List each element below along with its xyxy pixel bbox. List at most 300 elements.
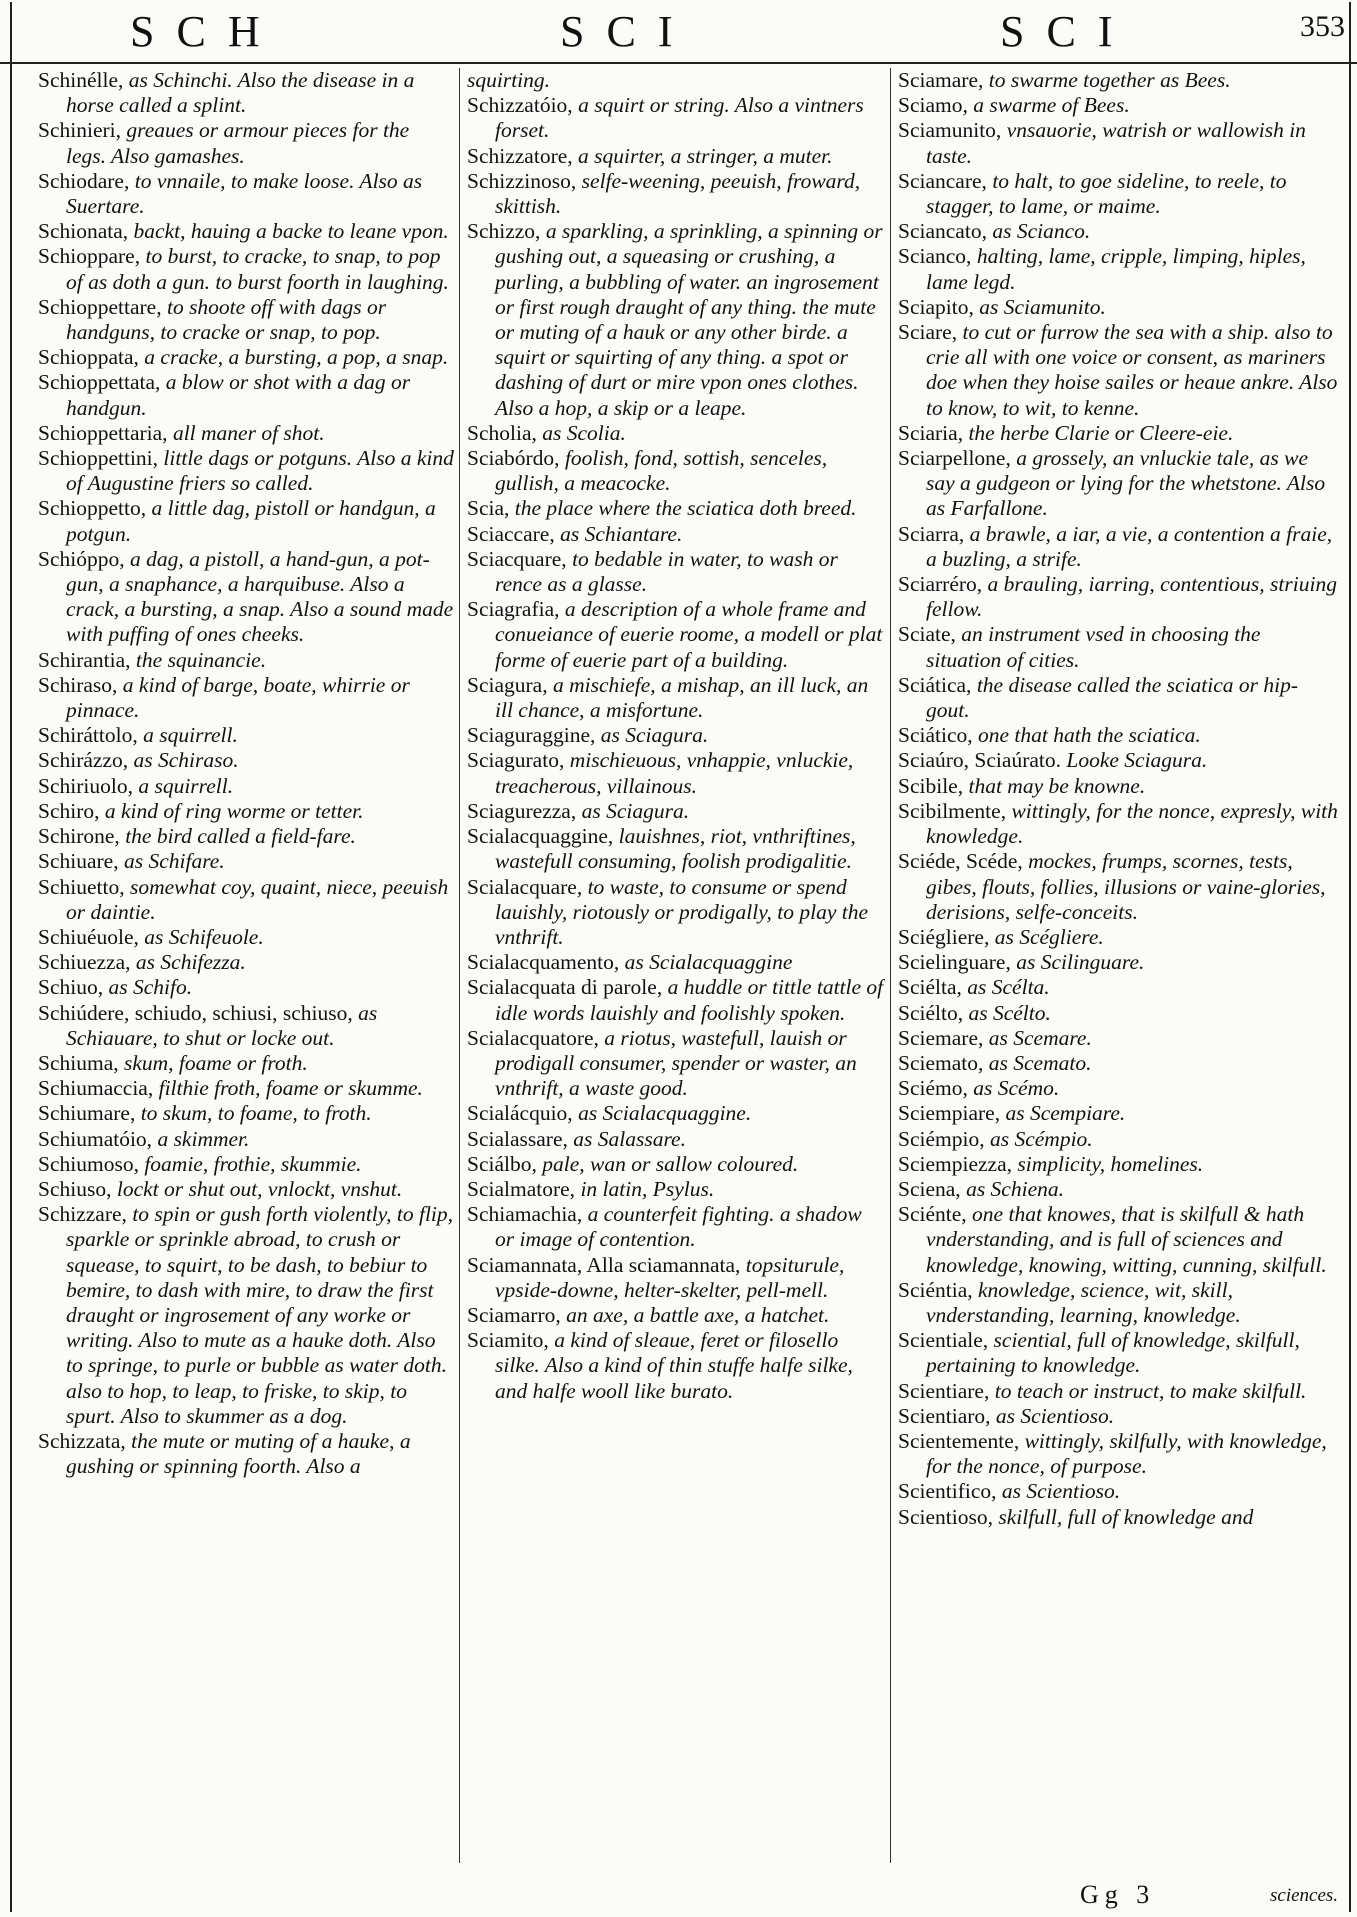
dictionary-entry <box>898 219 1338 244</box>
entry-headword: Sciálbo, <box>467 1151 537 1176</box>
entry-definition: lauishnes, riot, vnthriftines, wastefull consuming, foolish prodigalitie. <box>495 824 856 874</box>
entry-headword: Schióppo, <box>38 546 125 571</box>
dictionary-entry <box>38 799 454 824</box>
entry-headword: Sciagrafia, <box>467 597 560 622</box>
entry-definition: a huddle or tittle tattle of idle words lauishly and foolishly spoken. <box>495 975 884 1025</box>
entry-headword: Schioppata, <box>38 345 139 370</box>
entry-definition: a cracke, a bursting, a pop, a snap. <box>144 345 449 370</box>
entry-definition: to bedable in water, to wash or rence as a glasse. <box>495 546 838 597</box>
entry-definition: somewhat coy, quaint, niece, peeuish or daintie. <box>66 874 449 924</box>
dictionary-entry <box>38 824 454 849</box>
entry-definition: mockes, frumps, scornes, tests, gibes, flouts, follies, illusions or vaine-glories, derisions, selfe-conceits. <box>926 849 1326 924</box>
entry-definition: a little dag, pistoll or handgun, a potgun. <box>66 496 436 546</box>
entry-headword: Sciélto, <box>898 1000 964 1025</box>
dictionary-entry <box>467 673 885 723</box>
entry-definition: sciential, full of knowledge, skilfull, pertaining to knowledge. <box>926 1328 1300 1378</box>
entry-definition: a mischiefe, a mishap, an ill luck, an ill chance, a misfortune. <box>495 672 869 723</box>
entry-headword: Sciagura, <box>467 672 548 697</box>
dictionary-entry <box>898 1101 1338 1126</box>
dictionary-entry <box>467 68 885 93</box>
dictionary-entry <box>898 975 1338 1000</box>
dictionary-entry <box>898 320 1338 421</box>
entry-definition: as Scémpio. <box>989 1126 1093 1151</box>
entry-headword: Sciemato, <box>898 1050 984 1075</box>
entry-headword: Sciéntia, <box>898 1277 973 1302</box>
entry-definition: filthie froth, foame or skumme. <box>158 1076 423 1101</box>
header-middle-word: SCI <box>560 7 695 56</box>
dictionary-entry <box>467 799 885 824</box>
dictionary-entry <box>38 1076 454 1101</box>
entry-headword: Schiúdere, schiudo, schiusi, schiuso, <box>38 1000 353 1025</box>
dictionary-entry <box>38 446 454 496</box>
entry-headword: Schiodare, <box>38 168 130 193</box>
entry-definition: as Scemare. <box>988 1025 1092 1050</box>
entry-definition: to teach or instruct, to make skilfull. <box>994 1378 1307 1403</box>
column-3 <box>898 68 1338 1868</box>
dictionary-entry <box>38 496 454 546</box>
entry-headword: Schionata, <box>38 219 129 244</box>
dictionary-entry <box>38 1051 454 1076</box>
entry-definition: skilfull, full of knowledge and <box>998 1504 1254 1529</box>
entry-definition: a kind of sleaue, feret or filosello silke. Also a kind of thin stuffe halfe silke, and halfe wooll like burato. <box>495 1328 853 1403</box>
dictionary-entry <box>898 622 1338 672</box>
entry-definition: greaues or armour pieces for the legs. Also gamashes. <box>66 118 410 168</box>
entry-definition: that may be knowne. <box>968 773 1146 798</box>
dictionary-entry <box>38 1152 454 1177</box>
entry-definition: as Salassare. <box>573 1126 686 1151</box>
dictionary-entry <box>38 421 454 446</box>
entry-headword: Sciemare, <box>898 1025 984 1050</box>
entry-headword: Schiumaccia, <box>38 1076 154 1101</box>
entry-headword: Schioppettini, <box>38 446 159 471</box>
entry-definition: a squirrell. <box>138 773 234 798</box>
entry-headword: Sciate, <box>898 622 956 647</box>
entry-definition: as Scélta. <box>967 975 1050 1000</box>
entry-definition: a brawle, a iar, a vie, a contention a fraie, a buzling, a strife. <box>926 521 1333 571</box>
entry-definition: as Schiantare. <box>560 521 683 546</box>
dictionary-entry <box>467 748 885 798</box>
entry-headword: Schiuetto, <box>38 874 125 899</box>
entry-headword: Schioppettare, <box>38 294 162 319</box>
entry-definition: a riotus, wastefull, lauish or prodigall consumer, spender or waster, an vnthrift, a waste good. <box>495 1025 857 1101</box>
entry-headword: Scialacquata di parole, <box>467 975 663 1000</box>
entry-definition: as Scolia. <box>542 420 626 445</box>
entry-definition: to shoote off with dags or handguns, to cracke or snap, to pop. <box>66 294 387 345</box>
entry-definition: as Schifezza. <box>135 950 246 975</box>
entry-definition: as Schifeuole. <box>144 924 264 949</box>
entry-headword: Sciarra, <box>898 521 965 546</box>
entry-headword: Schiraso, <box>38 672 118 697</box>
entry-definition: knowledge, science, wit, skill, vnderstanding, learning, knowledge. <box>926 1277 1241 1327</box>
entry-headword: Schioppettaria, <box>38 420 168 445</box>
entry-definition: as Schifo. <box>108 975 193 1000</box>
dictionary-entry <box>898 1505 1338 1530</box>
dictionary-entry <box>38 925 454 950</box>
entry-definition: foolish, fond, sottish, senceles, gullish, a meacocke. <box>495 446 828 496</box>
dictionary-entry <box>38 673 454 723</box>
dictionary-entry <box>898 421 1338 446</box>
dictionary-entry <box>898 673 1338 723</box>
entry-headword: Schirantia, <box>38 647 131 672</box>
header-left-word: SCH <box>130 7 282 56</box>
entry-headword: Sciamito, <box>467 1328 549 1353</box>
dictionary-entry <box>467 1026 885 1102</box>
dictionary-entry <box>467 1303 885 1328</box>
entry-headword: Sciaguraggine, <box>467 723 596 748</box>
entry-definition: one that hath the sciatica. <box>978 723 1201 748</box>
entry-headword: Sciaccare, <box>467 521 555 546</box>
entry-headword: Schiuezza, <box>38 950 131 975</box>
entry-headword: Sciénte, <box>898 1202 967 1227</box>
dictionary-entry <box>898 1404 1338 1429</box>
dictionary-entry <box>898 169 1338 219</box>
dictionary-entry <box>467 1328 885 1404</box>
entry-headword: Sciagurato, <box>467 748 565 773</box>
entry-headword: Schirone, <box>38 824 120 849</box>
dictionary-entry <box>38 875 454 925</box>
dictionary-entry <box>898 1001 1338 1026</box>
entry-headword: Schiriuolo, <box>38 773 133 798</box>
entry-headword: Scientemente, <box>898 1428 1020 1453</box>
entry-headword: Schioppare, <box>38 244 141 269</box>
entry-headword: Scientiale, <box>898 1328 989 1353</box>
entry-definition: as Scientioso. <box>995 1403 1115 1428</box>
dictionary-entry <box>467 169 885 219</box>
dictionary-entry <box>38 748 454 773</box>
dictionary-entry <box>38 345 454 370</box>
dictionary-entry <box>38 169 454 219</box>
dictionary-entry <box>38 1101 454 1126</box>
dictionary-entry <box>898 748 1338 773</box>
entry-definition: as Scémo. <box>973 1076 1060 1101</box>
entry-headword: Scialmatore, <box>467 1176 576 1201</box>
entry-headword: Schiumare, <box>38 1101 136 1126</box>
dictionary-entry <box>467 1101 885 1126</box>
dictionary-entry <box>898 1152 1338 1177</box>
entry-headword: Schizzinoso, <box>467 168 577 193</box>
entry-definition: squirting. <box>467 68 551 92</box>
entry-headword: Schiumatóio, <box>38 1126 153 1151</box>
dictionary-entry <box>467 522 885 547</box>
dictionary-entry <box>38 1177 454 1202</box>
dictionary-entry <box>467 1127 885 1152</box>
entry-definition: a counterfeit fighting. a shadow or image of contention. <box>495 1202 862 1252</box>
entry-headword: Scialácquio, <box>467 1101 573 1126</box>
entry-headword: Sciagurezza, <box>467 798 577 823</box>
dictionary-entry <box>898 572 1338 622</box>
entry-headword: Sciapito, <box>898 294 974 319</box>
entry-definition: lockt or shut out, vnlockt, vnshut. <box>116 1176 403 1201</box>
entry-definition: a squirrell. <box>143 723 238 748</box>
dictionary-entry <box>38 975 454 1000</box>
column-2 <box>467 68 885 1868</box>
dictionary-entry <box>898 774 1338 799</box>
dictionary-entry <box>38 118 454 168</box>
entry-headword: Sciélta, <box>898 975 962 1000</box>
entry-headword: Schizzo, <box>467 219 541 244</box>
entry-headword: Schizzata, <box>38 1428 126 1453</box>
entry-definition: as Schiauare, to shut or locke out. <box>66 1000 378 1050</box>
entry-definition: simplicity, homelines. <box>1017 1151 1204 1176</box>
dictionary-entry <box>467 723 885 748</box>
entry-definition: backt, hauing a backe to leane vpon. <box>133 219 449 244</box>
entry-headword: Sciamare, <box>898 68 984 92</box>
dictionary-entry <box>38 1429 454 1479</box>
entry-headword: Schiuso, <box>38 1176 112 1201</box>
entry-headword: Sciático, <box>898 723 973 748</box>
entry-definition: skum, foame or froth. <box>124 1050 308 1075</box>
column-rule <box>459 68 460 1863</box>
entry-headword: Scianco, <box>898 244 972 269</box>
entry-headword: Schiuéuole, <box>38 924 139 949</box>
entry-headword: Sciabórdo, <box>467 446 560 471</box>
entry-headword: Schizzatore, <box>467 143 573 168</box>
entry-headword: Schiro, <box>38 798 100 823</box>
catchword: sciences. <box>1270 1885 1339 1906</box>
entry-headword: Sciamannata, Alla sciamannata, <box>467 1252 741 1277</box>
entry-headword: Scientiaro, <box>898 1403 991 1428</box>
entry-definition: a kind of ring worme or tetter. <box>104 798 364 823</box>
signature-mark: Gg 3 <box>1080 1880 1156 1909</box>
entry-definition: as Schifare. <box>123 849 225 874</box>
entry-definition: a kind of barge, boate, whirrie or pinnace. <box>66 672 410 723</box>
entry-definition: the bird called a field-fare. <box>125 824 356 849</box>
entry-definition: a blow or shot with a dag or handgun. <box>66 370 411 420</box>
entry-headword: Scibile, <box>898 773 964 798</box>
dictionary-entry <box>898 1127 1338 1152</box>
entry-headword: Schinieri, <box>38 118 121 143</box>
dictionary-entry <box>898 1429 1338 1479</box>
entry-definition: wittingly, for the nonce, expresly, with knowledge. <box>926 798 1338 849</box>
entry-definition: Looke Sciagura. <box>1066 748 1208 773</box>
entry-headword: Sciaria, <box>898 420 964 445</box>
entry-headword: Sciarpellone, <box>898 446 1011 471</box>
entry-headword: Sciática, <box>898 672 972 697</box>
dictionary-entry <box>467 1177 885 1202</box>
entry-definition: as Scélto. <box>968 1000 1051 1025</box>
entry-headword: Schiuare, <box>38 849 119 874</box>
column-1 <box>38 68 454 1868</box>
entry-headword: Scialacquamento, <box>467 950 620 975</box>
header-right-word: SCI <box>1000 7 1135 56</box>
dictionary-entry <box>898 1328 1338 1378</box>
entry-definition: topsiturule, vpside-downe, helter-skelter, pell-mell. <box>495 1252 845 1302</box>
entry-headword: Schinélle, <box>38 68 124 92</box>
entry-definition: an instrument vsed in choosing the situation of cities. <box>926 622 1261 672</box>
dictionary-entry <box>898 1026 1338 1051</box>
entry-definition: as Sciagura. <box>600 723 709 748</box>
entry-definition: wittingly, skilfully, with knowledge, for the nonce, of purpose. <box>926 1428 1327 1479</box>
dictionary-entry <box>38 1001 454 1051</box>
entry-definition: a description of a whole frame and conueiance of euerie roome, a modell or plat forme of euerie part of a building. <box>495 597 883 672</box>
entry-definition: the place where the sciatica doth breed. <box>514 496 857 521</box>
dictionary-entry <box>898 93 1338 118</box>
dictionary-entry <box>898 244 1338 294</box>
entry-headword: Sciempiezza, <box>898 1151 1013 1176</box>
entry-definition: a grossely, an vnluckie tale, as we say a gudgeon or lying for the whetstone. Also as Farfallone. <box>926 446 1326 521</box>
entry-definition: to skum, to foame, to froth. <box>140 1101 372 1126</box>
entry-definition: one that knowes, that is skilfull & hath vnderstanding, and is full of sciences and knowledge, knowing, witting, cunning, skilfull. <box>926 1202 1327 1277</box>
entry-definition: to spin or gush forth violently, to flip, sparkle or sprinkle abroad, to crush or squease, to squirt, to be dash, to bebiur to bemire, to dash with mire, to draw the first draught or ingrosement of any worke or writing. Also to mute as a hauke doth. Also to springe, to purle or bubble as water doth. also to hop, to leap, to friske, to skip, to spurt. Also to skummer as a dog. <box>66 1202 454 1428</box>
dictionary-entry <box>467 1202 885 1252</box>
entry-definition: a swarme of Bees. <box>973 93 1130 118</box>
entry-definition: mischieuous, vnhappie, vnluckie, treacherous, villainous. <box>495 748 854 798</box>
entry-headword: Scientifico, <box>898 1479 997 1504</box>
page-border-left <box>10 2 12 1912</box>
entry-headword: Sciamunito, <box>898 118 1002 143</box>
entry-definition: as Scemato. <box>988 1050 1092 1075</box>
entry-headword: Schiuma, <box>38 1050 119 1075</box>
entry-definition: as Scempiare. <box>1005 1101 1126 1126</box>
dictionary-entry <box>38 295 454 345</box>
dictionary-entry <box>467 93 885 143</box>
entry-definition: to burst, to cracke, to snap, to pop of as doth a gun. to burst foorth in laughing. <box>66 244 449 294</box>
entry-definition: as Schiraso. <box>133 748 239 773</box>
entry-definition: vnsauorie, watrish or wallowish in taste. <box>926 118 1306 168</box>
dictionary-entry <box>898 925 1338 950</box>
entry-headword: Scientioso, <box>898 1504 993 1529</box>
entry-headword: Sciéde, Scéde, <box>898 849 1023 874</box>
entry-headword: Schiamachia, <box>467 1202 583 1227</box>
dictionary-entry <box>898 295 1338 320</box>
dictionary-entry <box>898 1479 1338 1504</box>
entry-definition: a brauling, iarring, contentious, striuing fellow. <box>926 572 1337 622</box>
entry-definition: a dag, a pistoll, a hand-gun, a pot-gun, a snaphance, a harquibuse. Also a crack, a bursting, a snap. Also a sound made with puffing of ones cheeks. <box>66 546 454 647</box>
entry-headword: Schirázzo, <box>38 748 129 773</box>
dictionary-entry <box>38 219 454 244</box>
dictionary-entry <box>38 1202 454 1429</box>
entry-definition: as Scialacquaggine <box>624 950 793 975</box>
entry-definition: a skimmer. <box>157 1126 250 1151</box>
dictionary-entry <box>38 723 454 748</box>
dictionary-entry <box>898 68 1338 93</box>
entry-definition: the herbe Clarie or Cleere-eie. <box>968 420 1234 445</box>
entry-headword: Sciémo, <box>898 1076 968 1101</box>
entry-definition: foamie, frothie, skummie. <box>144 1151 362 1176</box>
entry-headword: Scibilmente, <box>898 798 1007 823</box>
entry-definition: as Scientioso. <box>1001 1479 1121 1504</box>
entry-definition: to vnnaile, to make loose. Also as Suertare. <box>66 168 423 219</box>
dictionary-entry <box>467 975 885 1025</box>
entry-definition: as Scianco. <box>992 219 1091 244</box>
dictionary-entry <box>38 950 454 975</box>
dictionary-entry <box>38 547 454 648</box>
dictionary-entry <box>898 522 1338 572</box>
dictionary-entry <box>467 824 885 874</box>
entry-headword: Sciamo, <box>898 93 968 118</box>
entry-headword: Sciémpio, <box>898 1126 985 1151</box>
dictionary-entry <box>38 1127 454 1152</box>
entry-definition: an axe, a battle axe, a hatchet. <box>566 1302 830 1327</box>
dictionary-entry <box>38 849 454 874</box>
dictionary-entry <box>467 875 885 951</box>
entry-definition: little dags or potguns. Also a kind of Augustine friers so called. <box>66 446 454 496</box>
entry-definition: a squirt or string. Also a vintners forset. <box>495 93 864 143</box>
entry-headword: Scientiare, <box>898 1378 990 1403</box>
column-rule <box>890 68 891 1863</box>
entry-headword: Scialacquare, <box>467 874 583 899</box>
dictionary-entry <box>898 1278 1338 1328</box>
entry-definition: to swarme together as Bees. <box>988 68 1231 92</box>
entry-definition: halting, lame, cripple, limping, hiples, lame legd. <box>926 244 1306 294</box>
entry-headword: Sciancato, <box>898 219 987 244</box>
dictionary-entry <box>898 1177 1338 1202</box>
entry-definition: as Scilinguare. <box>1016 950 1145 975</box>
page-border-right <box>1349 2 1351 1912</box>
entry-definition: as Scialacquaggine. <box>578 1101 752 1126</box>
dictionary-entry <box>467 547 885 597</box>
dictionary-entry <box>38 648 454 673</box>
dictionary-entry <box>38 68 454 118</box>
entry-headword: Scielinguare, <box>898 950 1011 975</box>
dictionary-entry <box>467 950 885 975</box>
entry-headword: Sciamarro, <box>467 1302 561 1327</box>
entry-headword: Scialacquatore, <box>467 1025 599 1050</box>
dictionary-entry <box>898 799 1338 849</box>
entry-definition: pale, wan or sallow coloured. <box>542 1151 799 1176</box>
dictionary-entry <box>467 1253 885 1303</box>
entry-definition: the mute or muting of a hauke, a gushing or spinning foorth. Also a <box>66 1428 411 1479</box>
entry-headword: Schioppetto, <box>38 496 147 521</box>
entry-definition: to cut or furrow the sea with a ship. also to crie all with one voice or consent, as mariners doe when they hoise sailes or heaue ankre. Also to know, to wit, to kenne. <box>926 320 1338 420</box>
entry-headword: Schiumoso, <box>38 1151 139 1176</box>
dictionary-entry <box>898 950 1338 975</box>
entry-definition: a sparkling, a sprinkling, a spinning or gushing out, a squeasing or crushing, a purling, a bubbling of water. an ingrosement or first rough draught of any thing. the mute or muting of a hauk or any other birde. a squirt or squirting of any thing. a spot or dashing of durt or mire vpon ones clothes. Also a hop, a skip or a leape. <box>495 219 883 420</box>
entry-headword: Schiuo, <box>38 975 104 1000</box>
dictionary-entry <box>898 1202 1338 1278</box>
entry-definition: to halt, to goe sideline, to reele, to stagger, to lame, or maime. <box>926 168 1287 219</box>
dictionary-entry <box>898 118 1338 168</box>
entry-definition: the squinancie. <box>135 647 267 672</box>
dictionary-entry <box>38 244 454 294</box>
dictionary-entry <box>898 849 1338 925</box>
entry-definition: a squirter, a stringer, a muter. <box>578 143 833 168</box>
dictionary-entry <box>898 723 1338 748</box>
entry-headword: Scialassare, <box>467 1126 568 1151</box>
dictionary-entry <box>467 1152 885 1177</box>
entry-definition: to waste, to consume or spend lauishly, riotously or prodigally, to play the vnthrift. <box>495 874 869 949</box>
entry-headword: Schizzare, <box>38 1202 127 1227</box>
dictionary-entry <box>38 370 454 420</box>
dictionary-entry <box>467 597 885 673</box>
running-header <box>0 0 1357 64</box>
entry-headword: Sciare, <box>898 320 958 345</box>
entry-definition: as Schiena. <box>966 1176 1064 1201</box>
entry-definition: the disease called the sciatica or hip-gout. <box>926 672 1299 723</box>
dictionary-entry <box>467 144 885 169</box>
entry-definition: as Sciagura. <box>581 798 690 823</box>
entry-headword: Scia, <box>467 496 510 521</box>
page-number: 353 <box>1300 10 1345 43</box>
dictionary-entry <box>898 1051 1338 1076</box>
entry-definition: as Sciamunito. <box>979 294 1106 319</box>
entry-headword: Sciarréro, <box>898 572 983 597</box>
entry-definition: as Schinchi. Also the disease in a horse called a splint. <box>66 68 415 118</box>
dictionary-entry <box>467 219 885 421</box>
entry-headword: Schizzatóio, <box>467 93 573 118</box>
dictionary-entry <box>467 446 885 496</box>
dictionary-entry <box>898 1076 1338 1101</box>
dictionary-entry <box>898 446 1338 522</box>
entry-headword: Schiráttolo, <box>38 723 138 748</box>
entry-headword: Schioppettata, <box>38 370 161 395</box>
entry-headword: Scholia, <box>467 420 537 445</box>
entry-headword: Sciancare, <box>898 168 987 193</box>
dictionary-entry <box>467 421 885 446</box>
entry-headword: Scialacquaggine, <box>467 824 614 849</box>
dictionary-entry <box>467 496 885 521</box>
entry-definition: in latin, Psylus. <box>580 1176 715 1201</box>
